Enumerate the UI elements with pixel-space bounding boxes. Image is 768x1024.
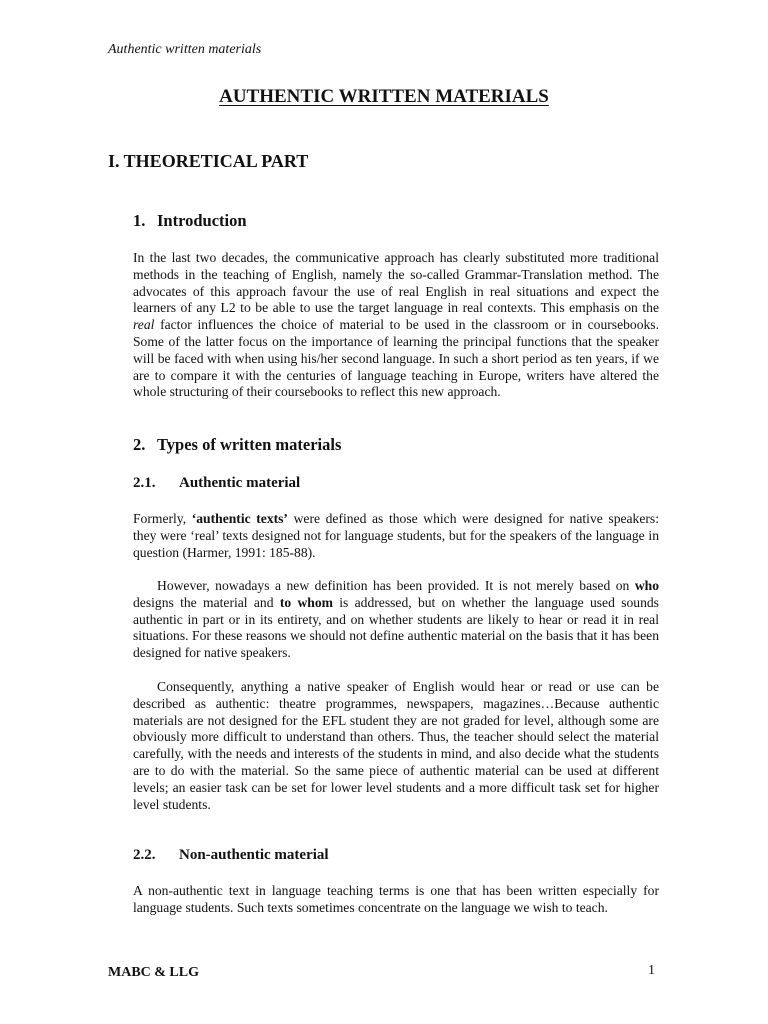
authentic-paragraph-2 [133, 578, 659, 662]
paragraph-text: Formerly, [133, 511, 192, 526]
bold-term: ‘authentic texts’ [191, 511, 288, 526]
authentic-paragraph-1 [133, 511, 659, 561]
section-number: 1. [133, 211, 146, 230]
paragraph-text: were defined as those which were designed for native speakers: they were ‘real’ texts designed not for language students, but for the speakers of the language in question (Harmer, 1991: 185-88). [133, 511, 659, 560]
section-title: Introduction [157, 211, 247, 230]
paragraph-text: is addressed, but on whether the language used sounds authentic in part or in its entirety, and on whether students are likely to hear or read it in real situations. For these reasons we should not define authentic material on the basis that it has been designed for native speakers. [133, 594, 659, 661]
paragraph-text: factor influences the choice of material to be used in the classroom or in coursebooks. Some of the latter focus on the importance of learning the principal functions that the speaker will be faced with when using his/her second language. In such a short period as ten years, if we are to compare it with the centuries of language teaching in Europe, writers have altered the whole structuring of their coursebooks to reflect this new approach. [133, 317, 659, 400]
section-heading-types [133, 435, 341, 455]
subsection-heading-authentic [133, 475, 300, 492]
authentic-paragraph-3: Consequently, anything a native speaker of English would hear or read or use can be described as authentic: theatre programmes, newspapers, magazines…Because authentic materials are not designed for the EFL student they are not graded for level, although some are obviously more difficult to understand than others. Thus, the teacher should select the material carefully, with the needs and interests of the students in mind, and also decide what the students are to do with the material. So the same piece of authentic material can be used at different levels; an easier task can be set for lower level students and a more difficult task set for higher level students. [133, 679, 659, 812]
section-number: 2. [133, 435, 146, 454]
paragraph-text: designs the material and [133, 594, 280, 610]
subsection-number: 2.2. [133, 847, 156, 863]
section-title: Types of written materials [157, 435, 342, 454]
subsection-heading-non-authentic [133, 847, 329, 864]
non-authentic-paragraph: A non-authentic text in language teaching terms is one that has been written especially for language students. Such texts sometimes concentrate on the language we wish to teach. [133, 883, 659, 915]
document-title: AUTHENTIC WRITTEN MATERIALS [219, 86, 549, 107]
subsection-title: Non-authentic material [179, 847, 329, 863]
paragraph-text: In the last two decades, the communicative approach has clearly substituted more traditional methods in the teaching of English, namely the so-called Grammar-Translation method. The advocates of this approach favour the use of real English in real situations and expect the learners of any L2 to be able to use the target language in real contexts. This emphasis on the [133, 250, 659, 316]
emphasis-text: real [133, 317, 155, 333]
footer-authors: MABC & LLG [108, 965, 199, 980]
subsection-title: Authentic material [179, 475, 301, 491]
running-header: Authentic written materials [108, 42, 262, 57]
intro-paragraph [133, 250, 659, 401]
part-heading: I. THEORETICAL PART [108, 151, 309, 171]
bold-term: to whom [279, 594, 333, 610]
page-number: 1 [648, 963, 655, 978]
section-heading-introduction [133, 211, 247, 231]
subsection-number: 2.1. [133, 475, 156, 491]
bold-term: who [634, 578, 659, 593]
paragraph-text: However, nowadays a new definition has been provided. It is not merely based on [157, 578, 635, 593]
